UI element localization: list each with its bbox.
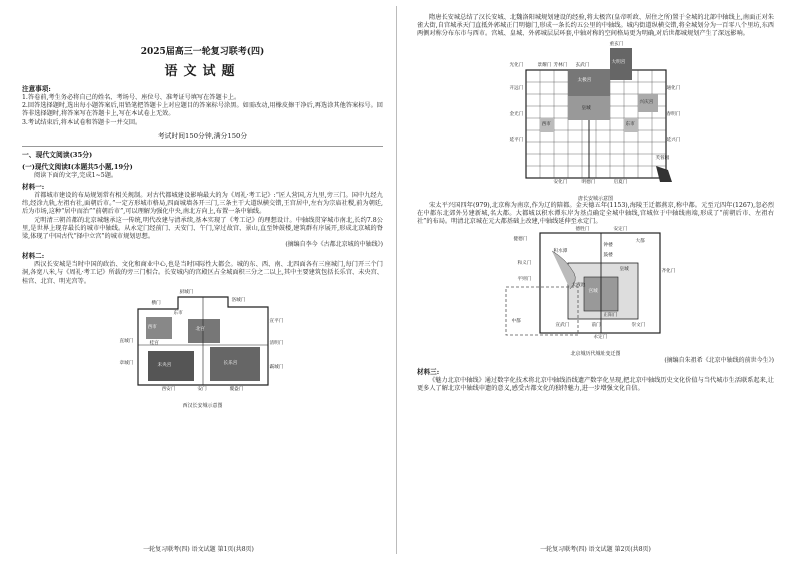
map-label: 芳林门 (553, 62, 568, 68)
map-label: 景耀门 (537, 62, 552, 68)
map-label: 未央宫 (157, 362, 172, 368)
section-heading: 一、现代文阅读(35分) (22, 146, 383, 160)
exam-time: 考试时间150分钟,满分150分 (157, 131, 248, 140)
map-label: 太液池 (571, 283, 586, 289)
map-label: 延平门 (509, 137, 524, 143)
map-label: 芙蓉园 (655, 155, 670, 161)
map-label: 洛城门 (231, 297, 246, 303)
material-1-source: (摘编自李今《古都北京城的中轴线》) (285, 241, 383, 249)
left-footer: 一轮复习联考(四) 语文试题 第1页(共8页) (143, 546, 254, 553)
subject-title: 语文试题 (164, 64, 241, 79)
map-label: 安门 (197, 386, 207, 392)
map-label: 皇城 (581, 105, 591, 111)
map-label: 永定门 (593, 335, 608, 341)
map-label: 直城门 (119, 338, 134, 344)
exam-title: 2025届高三一轮复习联考(四) (140, 47, 265, 57)
right-mid-para: 宋太平兴国四年(979),北京称为南京,作为辽的陪都。金天德五年(1153),海陵王迁都燕京,称中都。元至元四年(1267),忽必烈在中都东北郊外另建新城,名大都。大都城以积水潭东岸为基点确定全城中轴线,宫城位于中轴线南端,形成了“前朝后市、左祖右社”的布局。明清北京城在元大都基础上改建,中轴线延伸至永定门。 (417, 201, 774, 226)
map-label: 中都 (511, 319, 521, 325)
map-label: 齐化门 (661, 269, 676, 275)
map-label: 鼓楼 (603, 253, 613, 259)
material-3-para: 《魅力北京中轴线》通过数字化技术将北京中轴线沿线遗产数字化呈现,把北京中轴线历史文化价值与当代城市生活联系起来,让更多人了解北京中轴线申遗的意义,感受古都文化的独特魅力,进一步增强文化自信。 (417, 377, 774, 393)
map-label: 厨城门 (179, 289, 194, 295)
material-1-para: 元明清三朝首都的北京城继承这一传统,明代改建与清承续,基本实现了《考工记》的理想设计。中轴线贯穿城市南北,长约7.8公里,是世界上现存最长的城市中轴线。从永定门经前门、天安门、午门,穿过故宫、景山,直至钟鼓楼,建筑群有序展开,形成北京城的脊梁,体现了中国古代“择中立宫”的城市规划思想。 (22, 216, 383, 241)
map-label: 安化门 (553, 179, 568, 185)
material-2-head: 材料二: (22, 252, 45, 261)
notice-item: 1.答卷前,考生务必将自己的姓名、考场号、座位号、准考证号填写在答题卡上。 (22, 94, 241, 101)
han-changan-map (118, 289, 288, 399)
right-footer: 一轮复习联考(四) 语文试题 第2页(共8页) (540, 546, 651, 553)
map-label: 清明门 (269, 340, 284, 346)
map-label: 明德门 (581, 179, 596, 185)
map-label: 重玄门 (609, 41, 624, 47)
map-label: 玄武门 (575, 62, 590, 68)
map-label: 光化门 (509, 62, 524, 68)
notice-head: 注意事项: (22, 85, 51, 93)
map-label: 章城门 (119, 360, 134, 366)
map-label: 皇城 (619, 267, 629, 273)
right-page (397, 0, 794, 561)
map-label: 西安门 (161, 386, 176, 392)
map-label: 和义门 (517, 261, 532, 267)
map-label: 西市 (541, 121, 551, 127)
notice-item: 2.回答选择题时,选出每小题答案后,用铅笔把答题卡上对应题目的答案标号涂黑。如需改动,用橡皮擦干净后,再选涂其他答案标号。回答非选择题时,将答案写在答题卡上,写在本试卷上无效。 (22, 102, 383, 118)
map-label: 平则门 (517, 277, 532, 283)
map-label: 开远门 (509, 85, 524, 91)
instruction: 阅读下面的文字,完成1~5题。 (34, 171, 118, 179)
beijing-map-source: (摘编自朱祖希《北京中轴线的前世今生》) (664, 357, 774, 365)
map-label: 西市 (147, 324, 157, 330)
map-label: 太极宫 (577, 77, 592, 83)
notice-item: 3.考试结束后,将本试卷和答题卡一并交回。 (22, 118, 142, 126)
map-label: 启夏门 (613, 179, 628, 185)
map-label: 东市 (625, 121, 635, 127)
map-label: 长乐宫 (223, 360, 238, 366)
map-label: 安定门 (613, 227, 628, 233)
material-1-head: 材料一: (22, 183, 45, 192)
map-label: 北宫 (195, 326, 205, 332)
map-label: 健德门 (513, 237, 528, 243)
han-changan-caption: 西汉长安城示意图 (182, 402, 223, 409)
beijing-map-caption: 北京城历代城址变迁图 (570, 351, 621, 358)
map-label: 钟楼 (603, 243, 613, 249)
map-label: 宫城 (588, 289, 598, 295)
map-label: 东市 (173, 310, 183, 316)
map-label: 霸城门 (269, 364, 284, 370)
map-label: 延兴门 (666, 137, 681, 143)
map-label: 覆盎门 (229, 386, 244, 392)
map-label: 大都 (635, 239, 645, 245)
map-label: 大明宫 (611, 59, 626, 65)
map-label: 金光门 (509, 111, 524, 117)
map-label: 兴庆宫 (639, 99, 654, 105)
map-label: 积水潭 (553, 249, 568, 255)
material-1-para: 首都城市建设的布局规划常有相关规制。对古代都城建设影响最大的为《周礼·考工记》:“匠人营国,方九里,旁三门。国中九经九纬,经涂九轨,左祖右社,面朝后市。”一定方形城市格局,四面城墙各开三门,三条主干大道纵横交错,王宫居中,左右为宗庙社稷,前为朝廷,后为市场,这种“居中而治”“前朝后市”,可以理解为强化中央,南北方向上,布置一条中轴线。 (22, 192, 383, 216)
map-label: 宣武门 (555, 323, 570, 329)
map-label: 正阳门 (603, 313, 618, 319)
map-label: 德胜门 (575, 227, 590, 233)
map-label: 宣平门 (269, 318, 284, 324)
map-label: 桂宫 (149, 340, 159, 346)
map-label: 通化门 (666, 85, 681, 91)
tang-changan-map (506, 42, 686, 192)
map-label: 崇文门 (631, 323, 646, 329)
subsection-heading: (一)现代文阅读Ⅰ(本题共5小题,19分) (22, 162, 133, 171)
material-2-para: 西汉长安城是当时中国的政治、文化和商业中心,也是当时国际性大都会。城的东、西、南、北四面各有三座城门,每门开三个门洞,各宽八米,与《周礼·考工记》所载的旁三门相合。长安城内的宫殿区占全城面积三分之二以上,其中主要建筑包括长乐宫、未央宫、桂宫、北宫、明光宫等。 (22, 261, 383, 285)
map-label: 横门 (151, 300, 161, 306)
tang-changan-caption: 唐长安城示意图 (577, 195, 613, 202)
right-intro-para: 隋唐长安城总结了汉长安城、北魏洛阳城规划建设的经验,将太极宫(皇帝听政、居住之所)置于全城的北部中轴线上,南面正对朱雀大街,自宫城承天门直抵外郭城正门明德门,形成一条长约五公里的中轴线。城内街道纵横交错,将全城划分为一百零八个里坊,东西两侧对称分布东市与西市。宫城、皇城、外郭城层层环套,中轴对称的空间格局更为明确,对后世都城规划产生了深远影响。 (417, 14, 774, 38)
beijing-map (496, 229, 696, 347)
map-label: 前门 (591, 323, 601, 329)
material-3-head: 材料三: (417, 368, 440, 377)
map-label: 春明门 (666, 111, 681, 117)
